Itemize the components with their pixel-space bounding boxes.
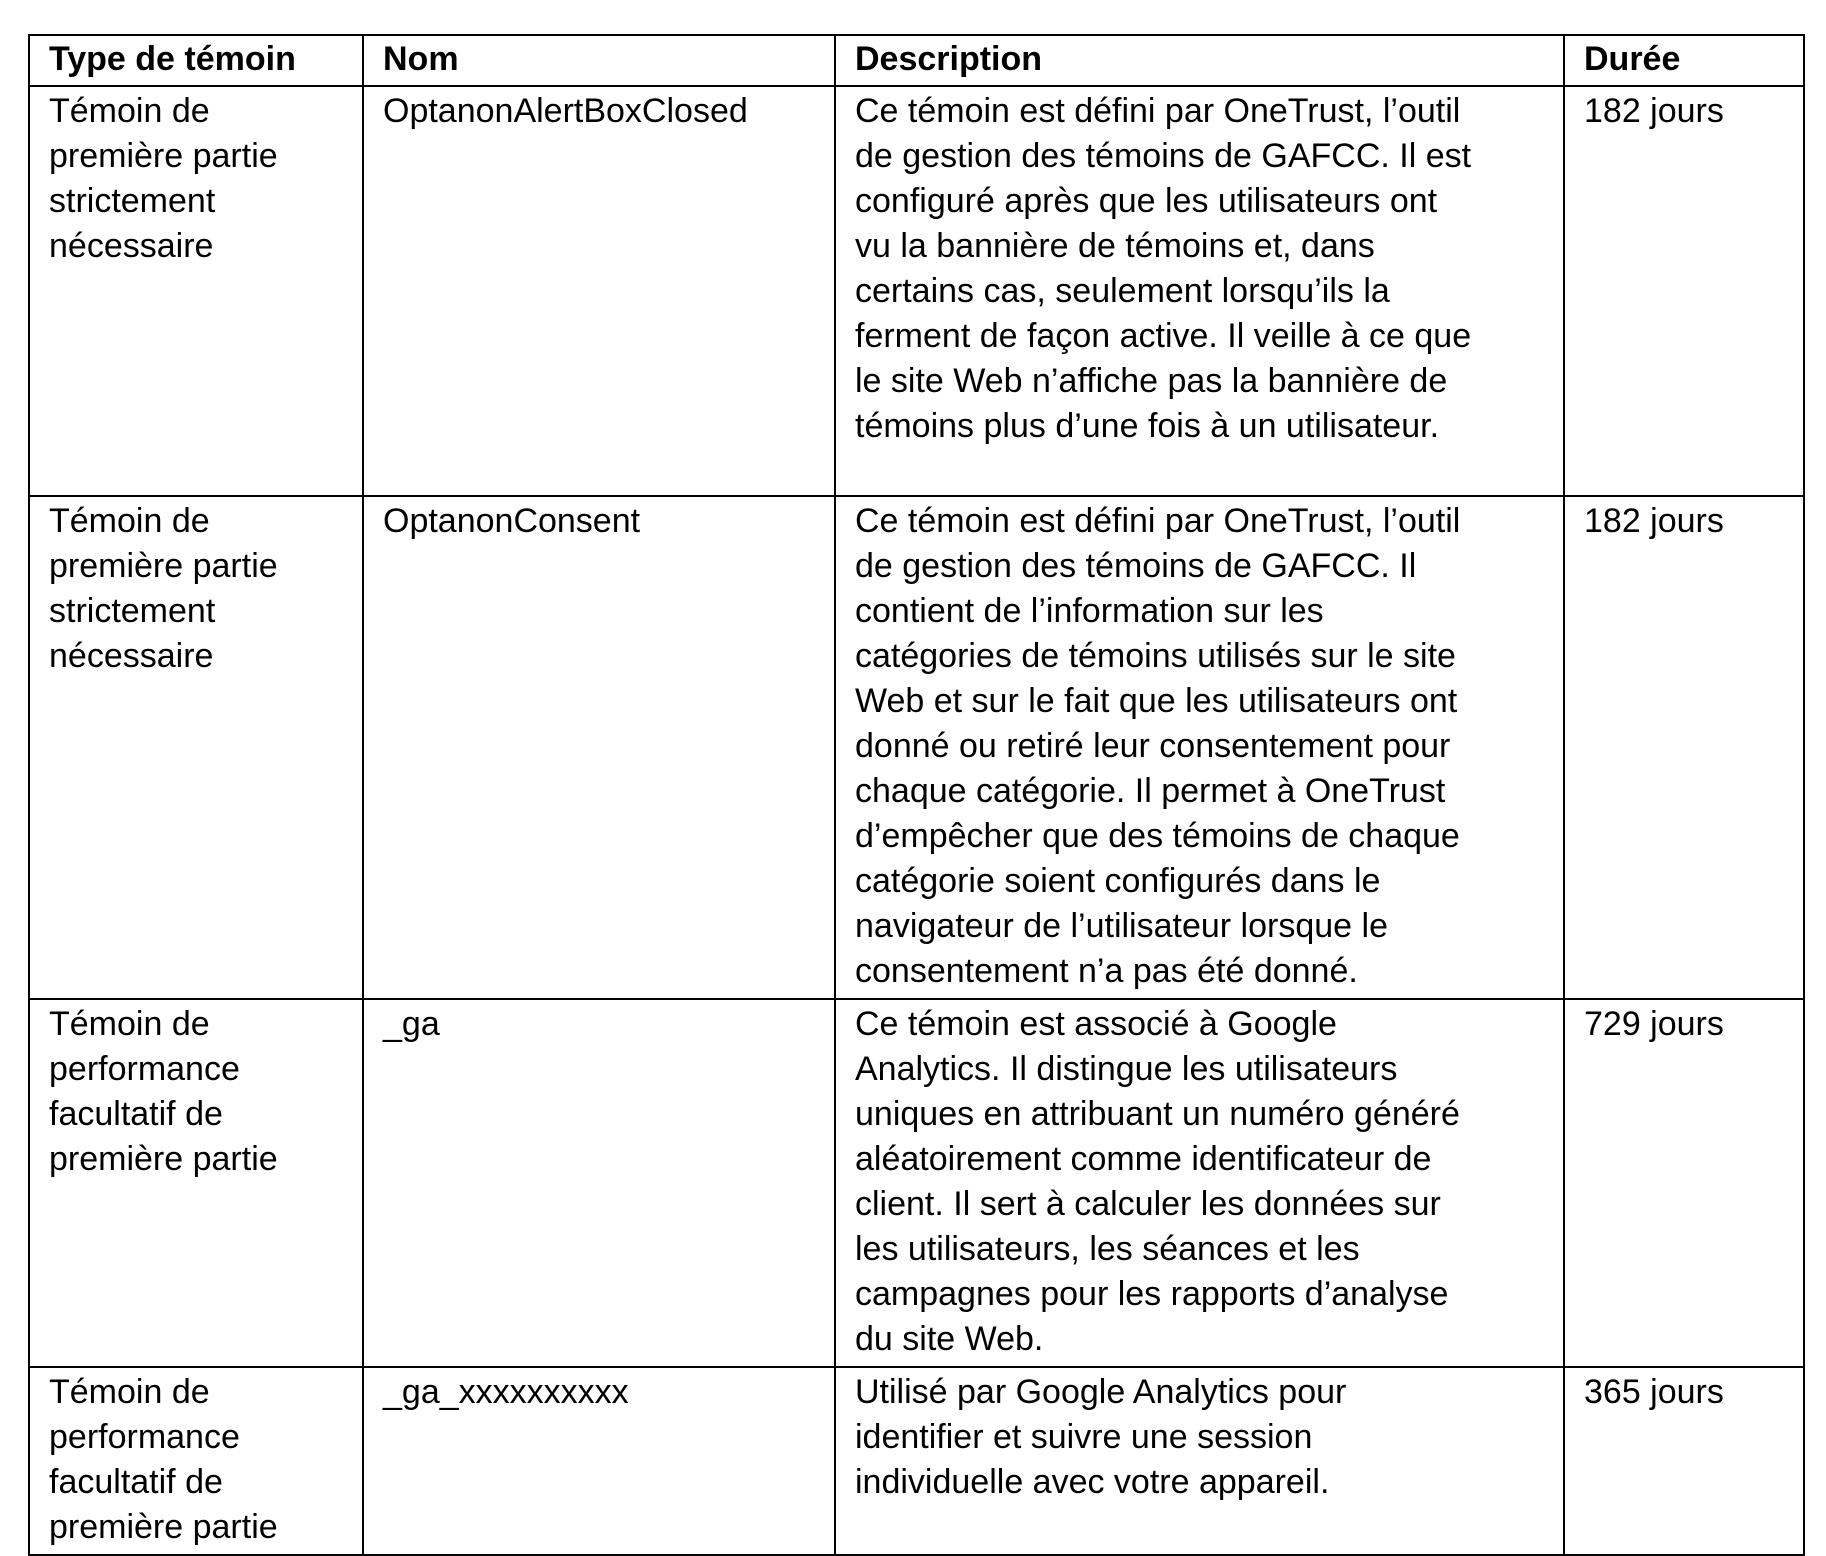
table-row bbox=[29, 999, 1804, 1367]
cell-name bbox=[363, 496, 835, 999]
cookie-duration-text: 729 jours bbox=[1584, 1005, 1724, 1043]
cookie-type-text: Témoin de performance facultatif de première partie bbox=[49, 1373, 278, 1546]
cell-type bbox=[29, 86, 363, 496]
cookie-description-text: Ce témoin est défini par OneTrust, l’outil de gestion des témoins de GAFCC. Il est configuré après que les utilisateurs ont vu la bannière de témoins et, dans certains cas, seulement lorsqu’ils la ferment de façon active. Il veille à ce que le site Web n’affiche pas la bannière de témoins plus d’une fois à un utilisateur. bbox=[855, 92, 1472, 445]
cookie-name-text: _ga_xxxxxxxxxx bbox=[383, 1373, 629, 1411]
cell-name bbox=[363, 86, 835, 496]
header-type: Type de témoin bbox=[29, 35, 363, 86]
cookie-name-text: _ga bbox=[383, 1005, 440, 1043]
cookie-type-text: Témoin de première partie strictement nécessaire bbox=[49, 92, 278, 265]
cookie-description-text: Utilisé par Google Analytics pour identifier et suivre une session individuelle avec votre appareil. bbox=[855, 1373, 1347, 1501]
header-duration: Durée bbox=[1564, 35, 1804, 86]
cell-description bbox=[835, 999, 1564, 1367]
cookie-name-text: OptanonConsent bbox=[383, 502, 641, 540]
cookie-type-text: Témoin de première partie strictement nécessaire bbox=[49, 502, 278, 675]
table-row bbox=[29, 1367, 1804, 1555]
table-body bbox=[29, 86, 1804, 1555]
cookie-duration-text: 182 jours bbox=[1584, 92, 1724, 130]
cookie-type-text: Témoin de performance facultatif de première partie bbox=[49, 1005, 278, 1178]
table-row bbox=[29, 86, 1804, 496]
header-description: Description bbox=[835, 35, 1564, 86]
cell-duration bbox=[1564, 86, 1804, 496]
cookie-table bbox=[28, 34, 1805, 1556]
cell-name bbox=[363, 1367, 835, 1555]
header-name: Nom bbox=[363, 35, 835, 86]
cell-duration bbox=[1564, 1367, 1804, 1555]
cell-type bbox=[29, 1367, 363, 1555]
cookie-duration-text: 182 jours bbox=[1584, 502, 1724, 540]
cookie-name-text: OptanonAlertBoxClosed bbox=[383, 92, 748, 130]
cookie-description-text: Ce témoin est associé à Google Analytics. Il distingue les utilisateurs uniques en attribuant un numéro généré aléatoirement comme identificateur de client. Il sert à calculer les données sur les utilisateurs, les séances et les campagnes pour les rapports d’analyse du site Web. bbox=[855, 1005, 1460, 1358]
cookie-description-text: Ce témoin est défini par OneTrust, l’outil de gestion des témoins de GAFCC. Il contient de l’information sur les catégories de témoins utilisés sur le site Web et sur le fait que les utilisateurs ont donné ou retiré leur consentement pour chaque catégorie. Il permet à OneTrust d’empêcher que des témoins de chaque catégorie soient configurés dans le navigateur de l’utilisateur lorsque le consentement n’a pas été donné. bbox=[855, 502, 1461, 990]
cell-type bbox=[29, 999, 363, 1367]
cell-type bbox=[29, 496, 363, 999]
cell-duration bbox=[1564, 496, 1804, 999]
cell-description bbox=[835, 86, 1564, 496]
table-row bbox=[29, 496, 1804, 999]
cookie-duration-text: 365 jours bbox=[1584, 1373, 1724, 1411]
cell-description bbox=[835, 1367, 1564, 1555]
header-row bbox=[29, 35, 1804, 86]
cell-description bbox=[835, 496, 1564, 999]
cell-name bbox=[363, 999, 835, 1367]
table-header bbox=[29, 35, 1804, 86]
cell-duration bbox=[1564, 999, 1804, 1367]
